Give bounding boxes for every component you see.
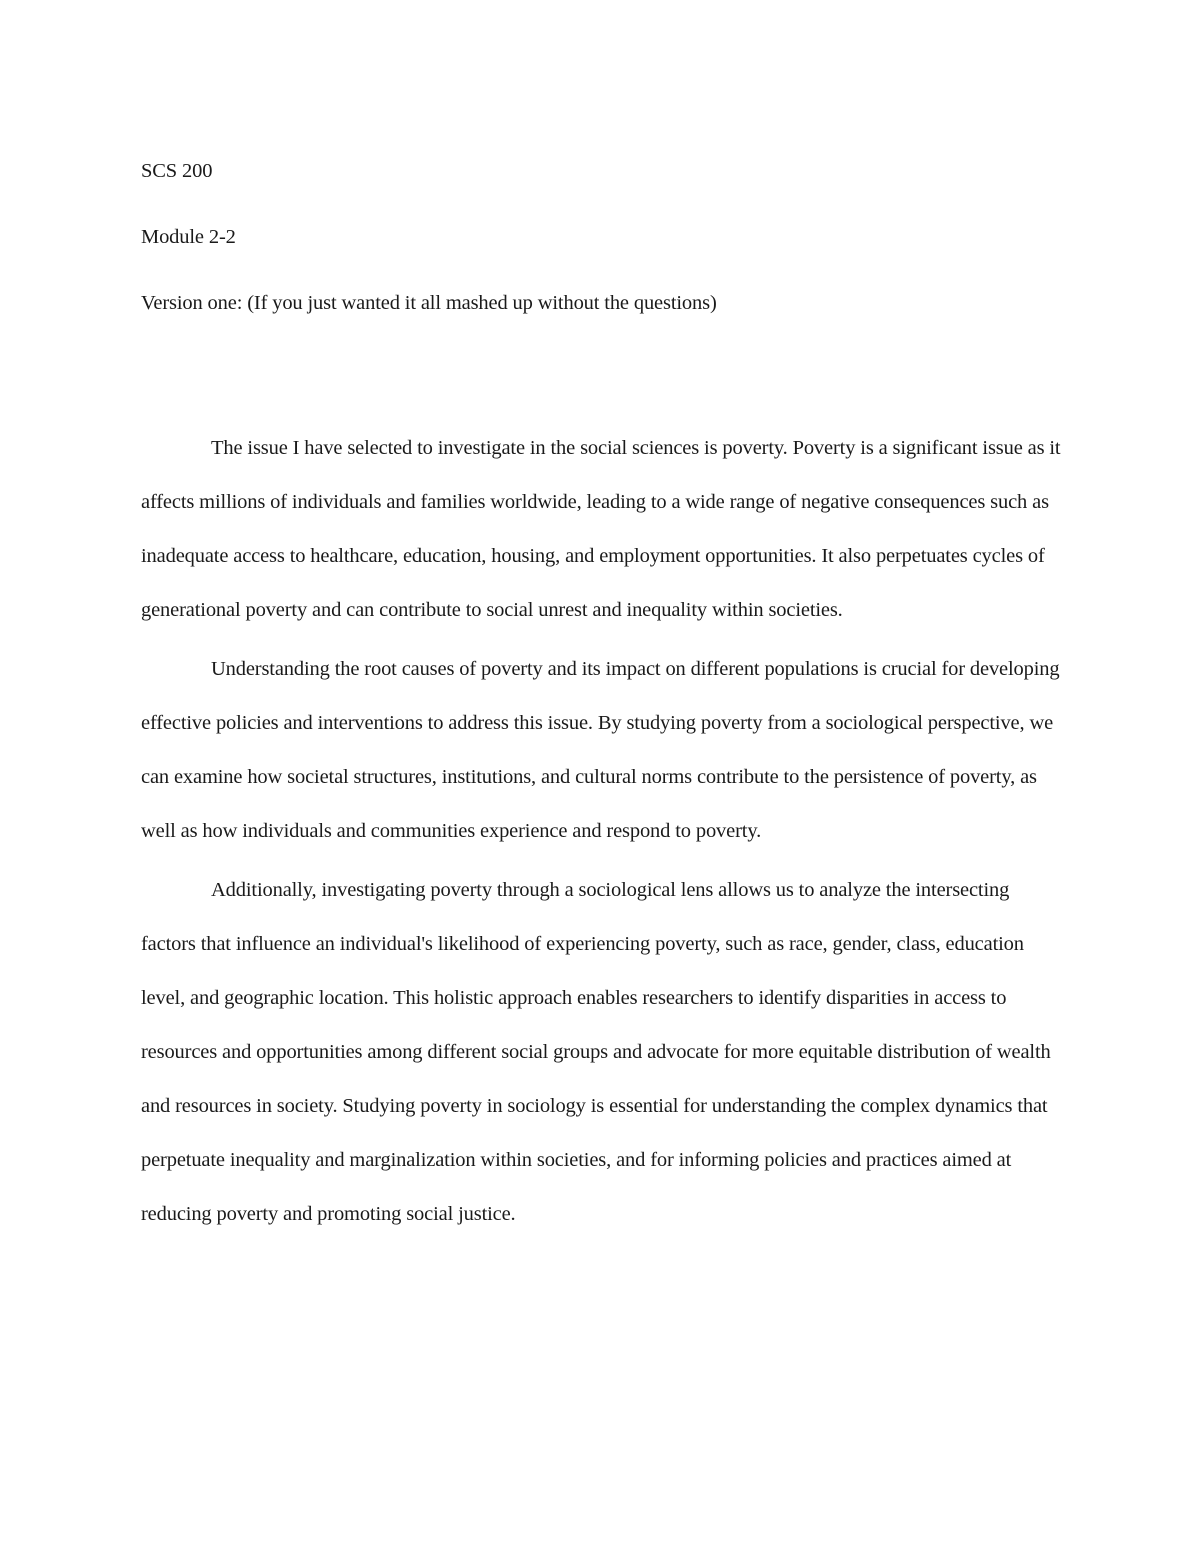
document-body	[141, 151, 1061, 1246]
blank-line	[141, 349, 1061, 421]
module-title: Module 2-2	[141, 226, 236, 248]
paragraph-1: The issue I have selected to investigate in the social sciences is poverty. Poverty is a significant issue as it affects millions of individuals and families worldwide, leading to a wide range of negative consequences such as inadequate access to healthcare, education, housing, and employment opportunities. It also perpetuates cycles of generational poverty and can contribute to social unrest and inequality within societies.	[141, 437, 1061, 621]
course-code: SCS 200	[141, 160, 213, 182]
version-note: Version one: (If you just wanted it all mashed up without the questions)	[141, 292, 717, 314]
paragraph-3: Additionally, investigating poverty through a sociological lens allows us to analyze the intersecting factors that influence an individual's likelihood of experiencing poverty, such as race, gender, class, education level, and geographic location. This holistic approach enables researchers to identify disparities in access to resources and opportunities among different social groups and advocate for more equitable distribution of wealth and resources in society. Studying poverty in sociology is essential for understanding the complex dynamics that perpetuate inequality and marginalization within societies, and for informing policies and practices aimed at reducing poverty and promoting social justice.	[141, 879, 1051, 1225]
paragraph-2: Understanding the root causes of poverty and its impact on different populations is crucial for developing effective policies and interventions to address this issue. By studying poverty from a sociological perspective, we can examine how societal structures, institutions, and cultural norms contribute to the persistence of poverty, as well as how individuals and communities experience and respond to poverty.	[141, 658, 1060, 842]
